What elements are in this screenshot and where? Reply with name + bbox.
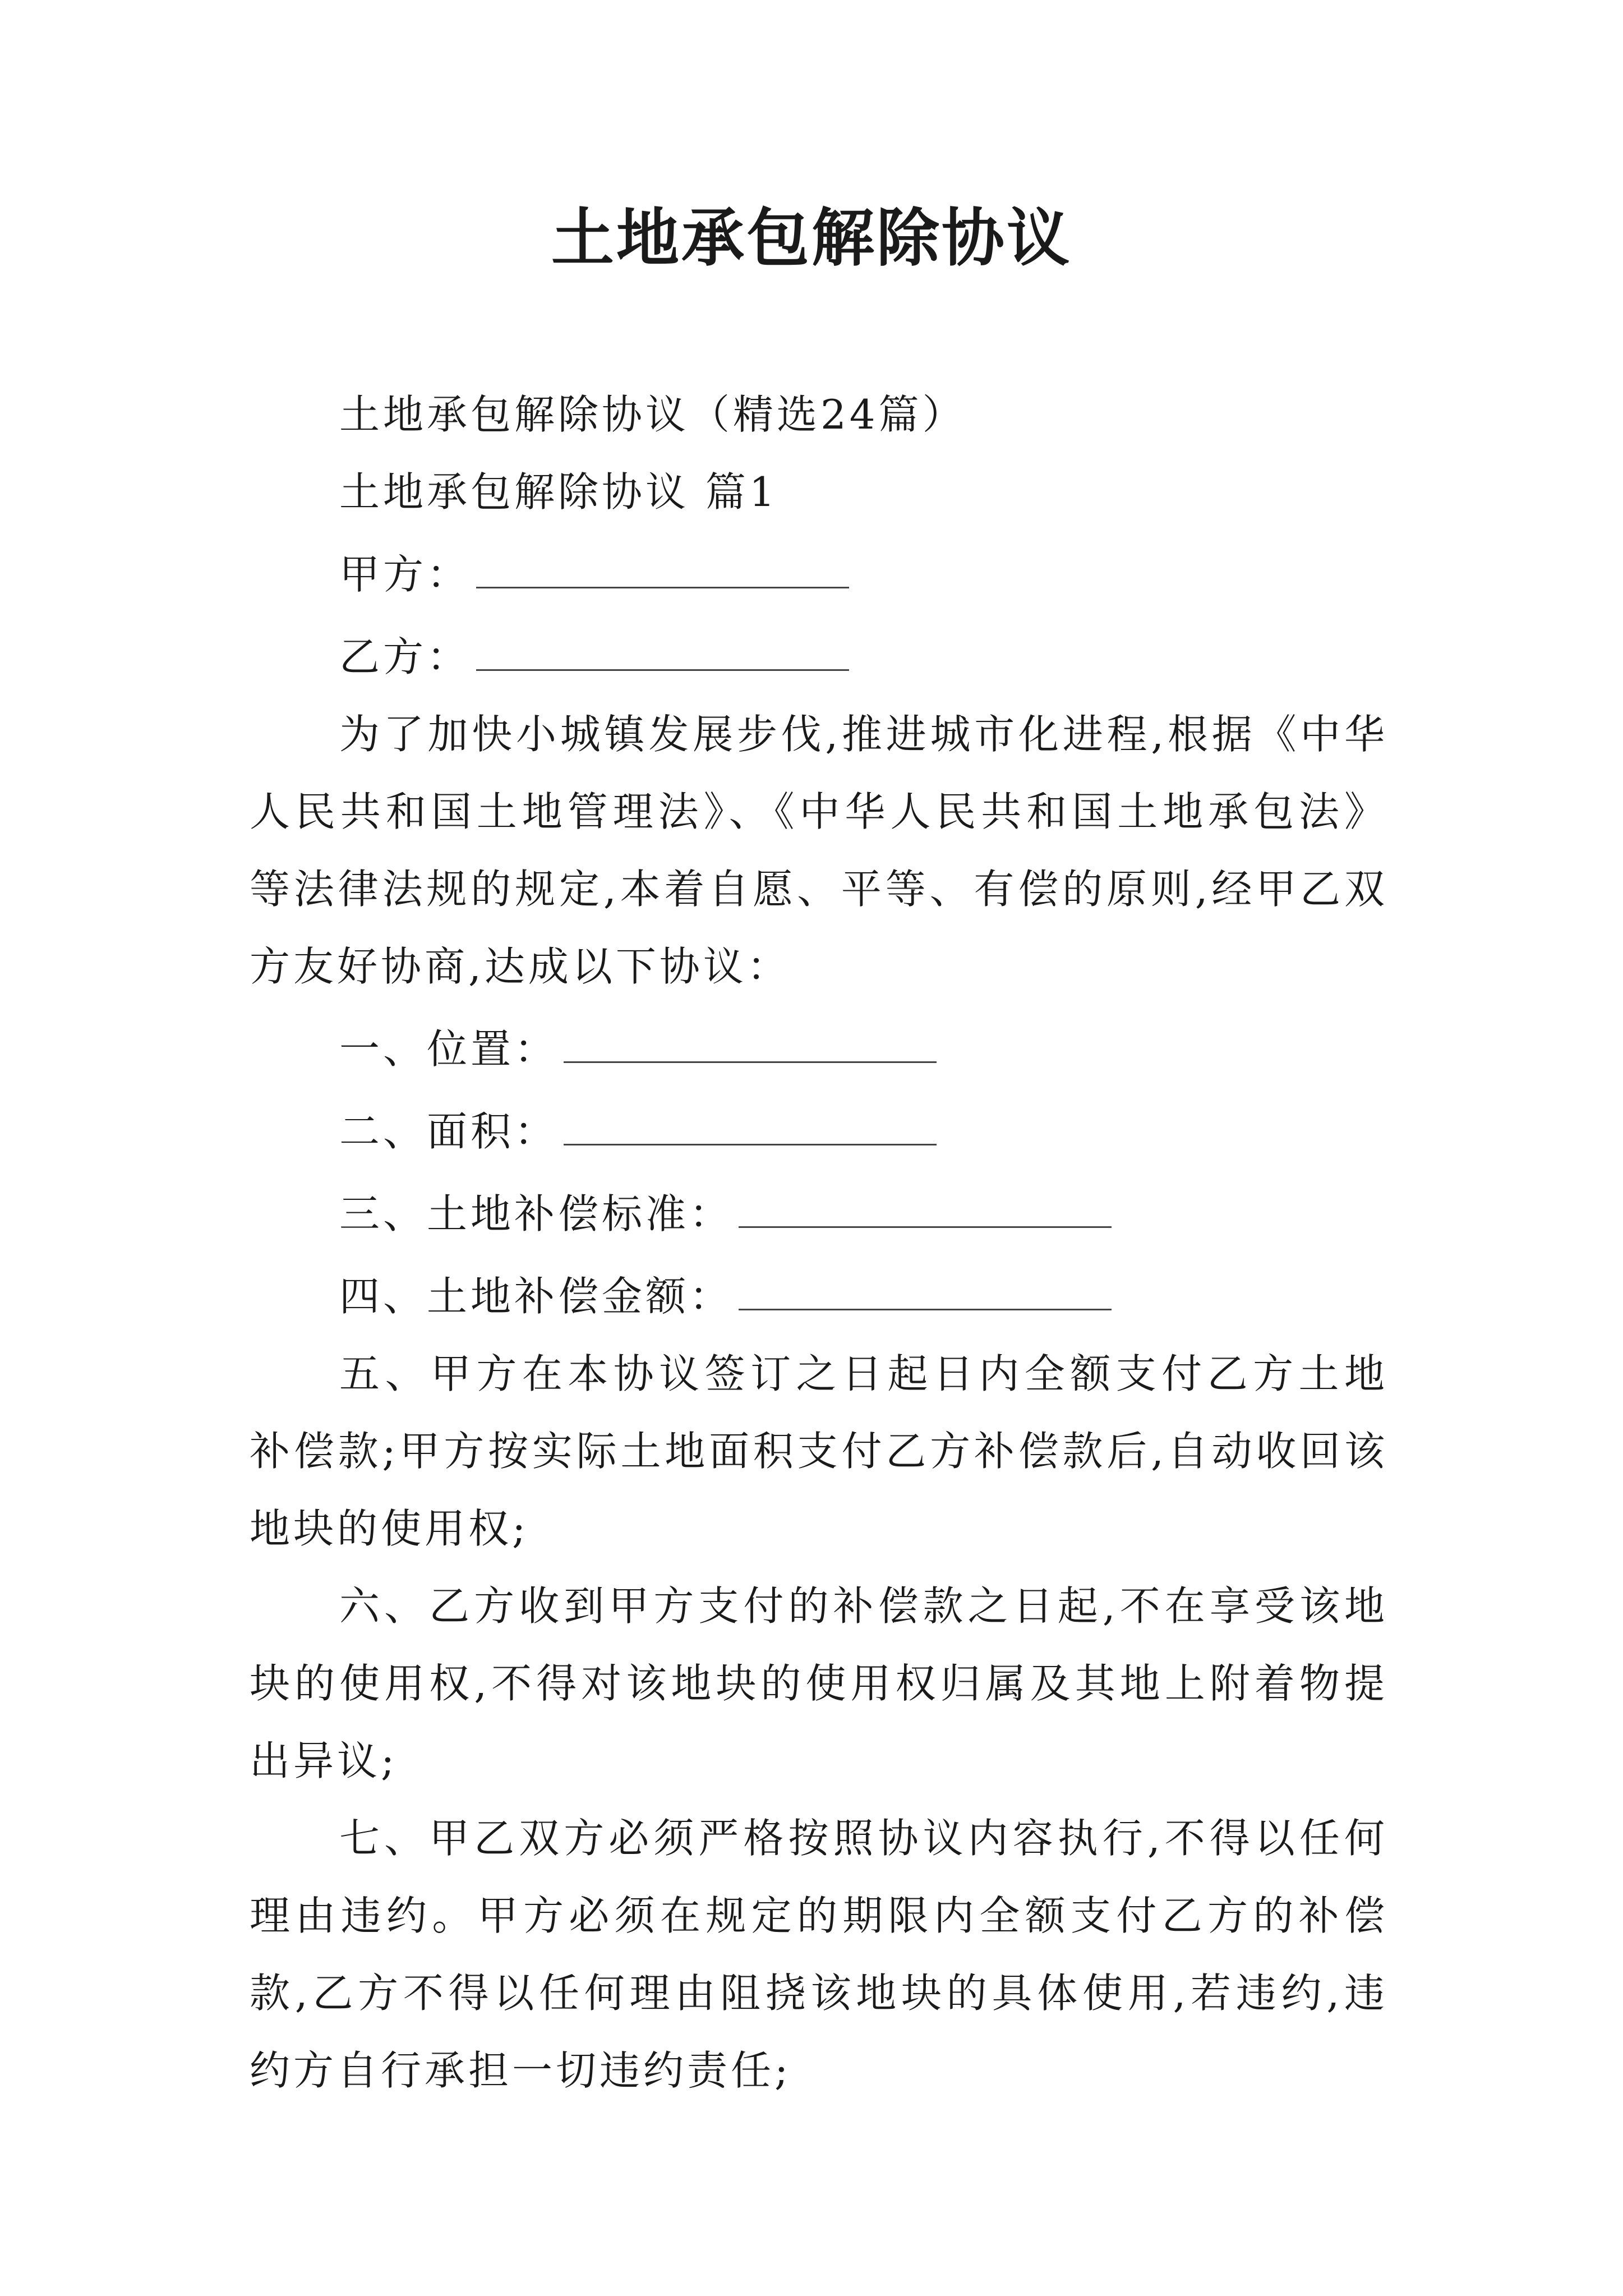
party-b-line <box>250 613 1388 696</box>
section-heading: 土地承包解除协议 篇1 <box>339 468 778 516</box>
item-5-paragraph: 五、甲方在本协议签订之日起日内全额支付乙方土地补偿款;甲方按实际土地面积支付乙方补偿款后,自动收回该地块的使用权; <box>250 1350 1388 1552</box>
party-b-label: 乙方： <box>339 633 471 680</box>
area-blank <box>564 1088 937 1145</box>
item-compensation-standard-label: 三、土地补偿标准： <box>339 1190 734 1237</box>
document-subtitle: 土地承包解除协议（精选24篇） <box>339 391 966 438</box>
compensation-standard-blank <box>739 1170 1112 1228</box>
party-a-label: 甲方： <box>339 551 471 598</box>
item-location <box>250 1005 1388 1088</box>
document-title: 土地承包解除协议 <box>551 201 1072 275</box>
item-7-paragraph: 七、甲乙双方必须严格按照协议内容执行,不得以任何理由违约。甲方必须在规定的期限内全额支付乙方的补偿款,乙方不得以任何理由阻挠该地块的具体使用,若违约,违约方自行承担一切违约责任; <box>250 1815 1388 2094</box>
item-compensation-amount <box>250 1253 1388 1335</box>
item-location-label: 一、位置： <box>339 1025 559 1073</box>
item-area-label: 二、面积： <box>339 1108 559 1155</box>
compensation-amount-blank <box>739 1253 1112 1310</box>
item-compensation-amount-label: 四、土地补偿金额： <box>339 1273 734 1320</box>
party-a-blank <box>476 531 849 588</box>
item-6-paragraph: 六、乙方收到甲方支付的补偿款之日起,不在享受该地块的使用权,不得对该地块的使用权归属及其地上附着物提出异议; <box>250 1582 1388 1784</box>
document-body <box>250 376 1388 2109</box>
party-b-blank <box>476 613 849 671</box>
preamble-paragraph: 为了加快小城镇发展步伐,推进城市化进程,根据《中华人民共和国土地管理法》、《中华人民共和国土地承包法》等法律法规的规定,本着自愿、平等、有偿的原则,经甲乙双方友好协商,达成以下协议： <box>250 711 1388 990</box>
item-compensation-standard <box>250 1170 1388 1253</box>
party-a-line <box>250 531 1388 613</box>
location-blank <box>564 1005 937 1063</box>
item-area <box>250 1088 1388 1170</box>
